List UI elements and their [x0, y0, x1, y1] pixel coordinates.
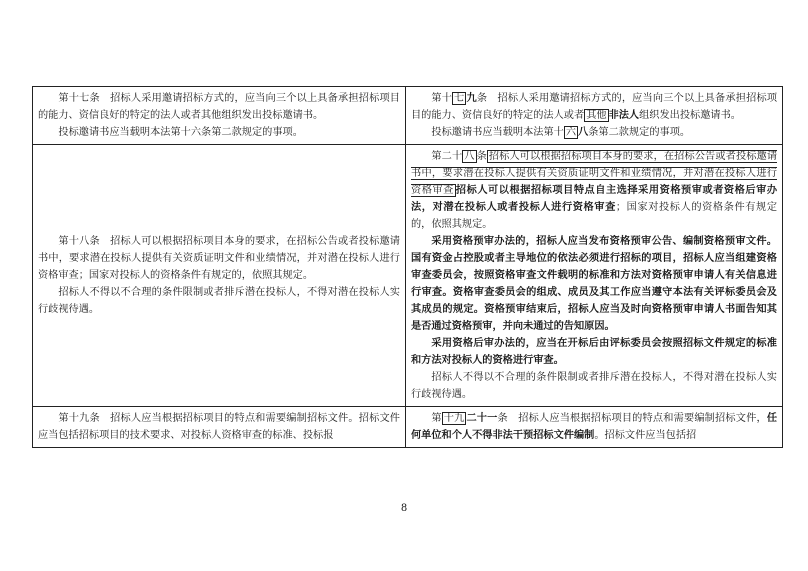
text-run: 第十: [431, 93, 453, 104]
paragraph: [411, 90, 777, 124]
paragraph: [411, 124, 777, 141]
paragraph: [411, 369, 777, 403]
paragraph: [38, 410, 400, 444]
text-run: 条第二款规定的事项。: [588, 127, 691, 138]
paragraph: [411, 148, 777, 233]
revised-text-cell: [406, 87, 783, 145]
paragraph: [38, 233, 400, 284]
inserted-text: 非法人: [608, 109, 640, 121]
deleted-text: 十九: [443, 413, 465, 424]
page-number: 8: [400, 503, 408, 514]
inserted-text: 采用资格后审办法的，应当在开标后由评标委员会按照招标文件规定的标准和方法对投标人的资格进行审查。: [411, 337, 777, 366]
text-run: 条 招标人应当根据招标项目的特点和需要编制招标文件，: [497, 413, 767, 424]
revised-text-cell: [406, 407, 783, 448]
inserted-text: 采用资格预审办法的，招标人应当发布资格预审公告、编制资格预审文件。国有资金占控股或者主导地位的依法必须进行招标的项目，招标人应当组建资格审查委员会，按照资格审查文件载明的标准和方法对资格预审申请人有关信息进行审查。资格审查委员会的组成、成员及其工作应当遵守本法有关评标委员会及其成员的规定。资格预审结束后，招标人应当及时向资格预审申请人书面告知其是否通过资格预审，并向未通过的告知原因。: [411, 235, 777, 332]
paragraph: [38, 284, 400, 318]
inserted-text: 九: [466, 92, 477, 104]
text-run: 第十七条 招标人采用邀请招标方式的，应当向三个以上具备承担招标项目的能力、资信良好的特定的法人或者其他组织发出投标邀请书。: [38, 93, 400, 121]
paragraph: [38, 124, 400, 141]
text-run: 招标人不得以不合理的条件限制或者排斥潜在投标人，不得对潜在投标人实行歧视待遇。: [38, 287, 400, 315]
text-run: 第: [431, 413, 442, 424]
text-run: 。招标文件应当包括招: [594, 430, 697, 441]
inserted-text: 招标人可以根据招标项目特点自主选择采用资格预审或者资格后审办法，对潜在投标人或者投标人进行资格审查: [411, 184, 778, 213]
deleted-text: 六: [565, 127, 577, 138]
text-run: 第二十: [431, 151, 463, 162]
text-run: 组织发出投标邀请书。: [639, 110, 741, 121]
table-row: [33, 87, 783, 145]
original-text-cell: [33, 407, 406, 448]
deleted-text: 招标人可以根据招标项目本身的要求，在招标公告或者投标邀请书中，要求潜在投标人提供有关资质证明文件和业绩情况，并对潜在投标人进行资格审查: [411, 151, 778, 196]
text-run: 第十八条 招标人可以根据招标项目本身的要求，在招标公告或者投标邀请书中，要求潜在投标人提供有关资质证明文件和业绩情况，并对潜在投标人进行资格审查；国家对投标人的资格条件有规定的，依照其规定。: [38, 236, 400, 281]
deleted-text: 其他: [586, 110, 607, 121]
table-row: [33, 407, 783, 448]
original-text-cell: [33, 87, 406, 145]
deleted-text: 七: [454, 93, 465, 104]
comparison-table: [32, 86, 783, 448]
paragraph: [411, 335, 777, 369]
inserted-text: 二十一: [466, 412, 498, 424]
text-run: 第十九条 招标人应当根据招标项目的特点和需要编制招标文件。招标文件应当包括招标项目的技术要求、对投标人资格审查的标准、投标报: [38, 413, 400, 441]
inserted-text: 任何单位和个人不得非法干预招标文件编制: [411, 412, 778, 441]
table-row: [33, 145, 783, 407]
text-run: 条: [476, 151, 487, 162]
text-run: 条 招标人采用邀请招标方式的，应当向三个以上具备承担招标项目的能力、资信良好的特定的法人或者: [411, 93, 778, 121]
text-run: ；国家对投标人的资格条件有规定的，依照其规定。: [411, 202, 778, 230]
paragraph: [411, 233, 777, 335]
text-run: 投标邀请书应当载明本法第十六条第二款规定的事项。: [58, 127, 303, 138]
text-run: 招标人不得以不合理的条件限制或者排斥潜在投标人，不得对潜在投标人实行歧视待遇。: [411, 372, 777, 400]
paragraph: [38, 90, 400, 124]
original-text-cell: [33, 145, 406, 407]
deleted-text: 八: [464, 151, 475, 162]
paragraph: [411, 410, 777, 444]
revised-text-cell: [406, 145, 783, 407]
inserted-text: 八: [578, 126, 589, 138]
text-run: 投标邀请书应当载明本法第十: [431, 127, 564, 138]
